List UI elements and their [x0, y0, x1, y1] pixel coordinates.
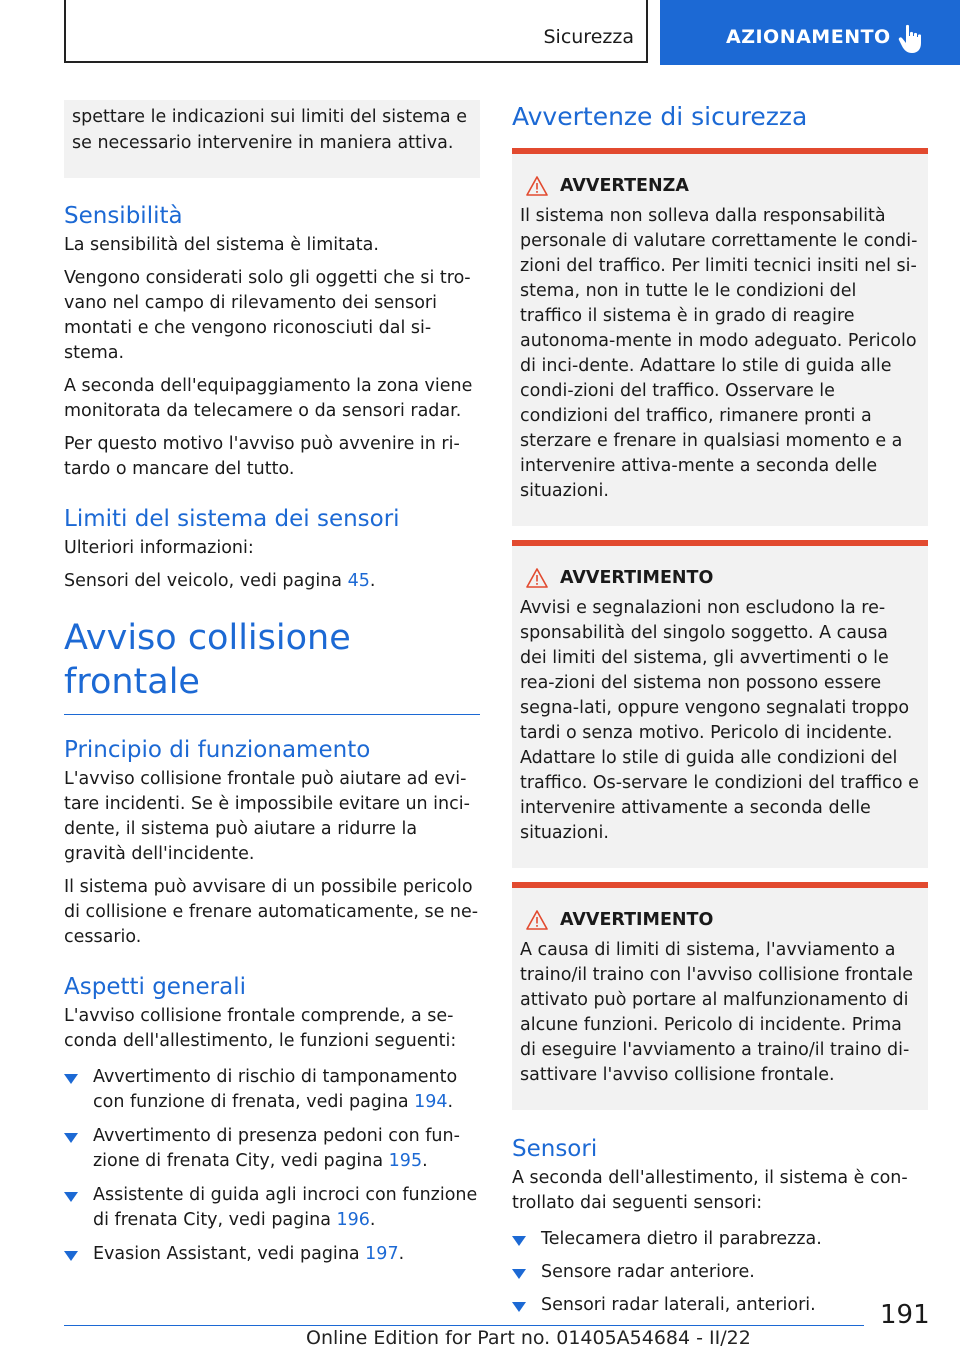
list-item	[64, 1242, 480, 1267]
bullet-triangle-icon	[512, 1269, 526, 1279]
list-item	[64, 1065, 480, 1115]
heading-principio: Principio di funzionamento	[64, 737, 371, 763]
list-item-text: Avvertimento di presenza pedoni con fun‐zione di frenata City, vedi pagina	[93, 1126, 460, 1171]
bullet-triangle-icon	[512, 1302, 526, 1312]
heading-sensibilita: Sensibilità	[64, 203, 183, 229]
heading-avvertenze: Avvertenze di sicurezza	[512, 102, 808, 131]
list-item	[64, 1183, 480, 1233]
intro-box	[64, 100, 480, 178]
paragraph: Ulteriori informazioni:	[64, 538, 254, 558]
paragraph: Il sistema può avvisare di un possibile pericolo di collisione e frenare automaticamente, se ne‐cessario.	[64, 877, 479, 947]
page-link[interactable]: 195	[388, 1151, 423, 1171]
header-chapter-tab	[660, 0, 960, 65]
page-link[interactable]: 194	[414, 1092, 448, 1112]
warning-title: AVVERTIMENTO	[560, 568, 714, 588]
paragraph: A seconda dell'equipaggiamento la zona viene monitorata da telecamere o da sensori radar.	[64, 376, 473, 421]
punctuation: .	[422, 1151, 428, 1171]
bullet-triangle-icon	[64, 1192, 78, 1202]
warning-body: Avvisi e segnalazioni non escludono la re‐sponsabilità del singolo soggetto. A causa dei limiti del sistema, gli avvertimenti o le rea‐zioni del sistema non possono essere segna‐lati, oppure vengono segnalati troppo tardi o senza motivo. Pericolo di incidente. Adattare lo stile di guida alle condizioni del traffico. Os‐servare le condizioni del traffico e intervenire attivamente a seconda delle situazioni.	[520, 598, 919, 843]
bullet-triangle-icon	[64, 1074, 78, 1084]
chapter-title: AZIONAMENTO	[726, 26, 891, 48]
section-title: Sicurezza	[543, 26, 634, 48]
sensors-list	[512, 1227, 928, 1318]
page-link[interactable]: 45	[347, 571, 370, 591]
heading-aspetti: Aspetti generali	[64, 974, 247, 1000]
warning-box	[512, 882, 928, 1110]
functions-list	[64, 1065, 480, 1267]
footer-rule	[64, 1325, 864, 1326]
list-item	[64, 1124, 480, 1174]
list-item	[512, 1293, 928, 1318]
right-column	[512, 100, 928, 1318]
warning-header	[512, 176, 928, 204]
paragraph: L'avviso collisione frontale può aiutare ad evi‐tare incidenti. Se è impossibile evitare un inci‐dente, il sistema può aiutare a ridurre la gravità dell'incidente.	[64, 769, 470, 864]
paragraph	[64, 569, 480, 594]
paragraph: A seconda dell'allestimento, il sistema è con‐trollato dai seguenti sensori:	[512, 1168, 908, 1213]
warning-triangle-icon	[526, 910, 548, 930]
list-item	[512, 1260, 928, 1285]
list-item-text: Telecamera dietro il parabrezza.	[541, 1229, 822, 1249]
warning-header	[512, 568, 928, 596]
list-item-text: Sensori radar laterali, anteriori.	[541, 1295, 816, 1315]
punctuation: .	[369, 571, 376, 591]
warning-triangle-icon	[526, 568, 548, 588]
paragraph: L'avviso collisione frontale comprende, a se‐conda dell'allestimento, le funzioni seguenti:	[64, 1006, 457, 1051]
warning-body: A causa di limiti di sistema, l'avviamento a traino/il traino con l'avviso collisione frontale attivato può portare al malfunzionamento di alcune funzioni. Pericolo di incidente. Prima di eseguire l'avviamento a traino/il traino di‐sattivare l'avviso collisione frontale.	[520, 940, 913, 1085]
warning-body: Il sistema non solleva dalla responsabilità personale di valutare correttamente le condi‐zioni del traffico. Per limiti tecnici insiti nel si‐stema, non in tutte le le condizioni del traffico il sistema è in grado di reagire autonoma‐mente in modo adeguato. Pericolo di inci‐dente. Adattare lo stile di guida alle condi‐zioni del traffico. Osservare le condizioni del traffico, rimanere pronti a sterzare e frenare in qualsiasi momento e a intervenire attiva‐mente a seconda delle situazioni.	[520, 206, 918, 501]
warning-box	[512, 148, 928, 526]
paragraph: Vengono considerati solo gli oggetti che si tro‐vano nel campo di rilevamento dei sensori montati e che vengono riconosciuti dal si‐stema.	[64, 268, 471, 363]
list-item-text: Avvertimento di rischio di tamponamento con funzione di frenata, vedi pagina	[93, 1067, 458, 1112]
bullet-triangle-icon	[64, 1251, 78, 1261]
list-item-text: Assistente di guida agli incroci con funzione di frenata City, vedi pagina	[93, 1185, 478, 1230]
warning-title: AVVERTIMENTO	[560, 910, 714, 930]
list-item-text: Evasion Assistant, vedi pagina	[93, 1244, 366, 1264]
list-item-text: Sensore radar anteriore.	[541, 1262, 755, 1282]
heading-limiti: Limiti del sistema dei sensori	[64, 506, 400, 532]
reference-text: Sensori del veicolo, vedi pagina	[64, 571, 348, 591]
heading-sensori: Sensori	[512, 1136, 598, 1162]
warning-header	[512, 910, 928, 938]
bullet-triangle-icon	[512, 1236, 526, 1246]
paragraph: La sensibilità del sistema è limitata.	[64, 235, 379, 255]
pointing-hand-icon	[898, 24, 926, 54]
header-section-tab	[64, 0, 648, 63]
intro-text: spettare le indicazioni sui limiti del sistema e se necessario intervenire in maniera attiva.	[72, 107, 467, 153]
page-link[interactable]: 197	[365, 1244, 399, 1264]
paragraph: Per questo motivo l'avviso può avvenire in ri‐tardo o mancare del tutto.	[64, 434, 460, 479]
bullet-triangle-icon	[64, 1133, 78, 1143]
page-link[interactable]: 196	[336, 1210, 370, 1230]
punctuation: .	[369, 1210, 376, 1230]
punctuation: .	[398, 1244, 405, 1264]
warning-triangle-icon	[526, 176, 548, 196]
page-number: 191	[880, 1300, 930, 1330]
list-item	[512, 1227, 928, 1252]
footer-edition: Online Edition for Part no. 01405A54684 - II/22	[306, 1327, 751, 1349]
warning-title: AVVERTENZA	[560, 176, 689, 196]
main-title: Avviso collisione frontale	[64, 618, 351, 702]
punctuation: .	[447, 1092, 454, 1112]
warning-box	[512, 540, 928, 868]
left-column	[64, 100, 480, 1267]
